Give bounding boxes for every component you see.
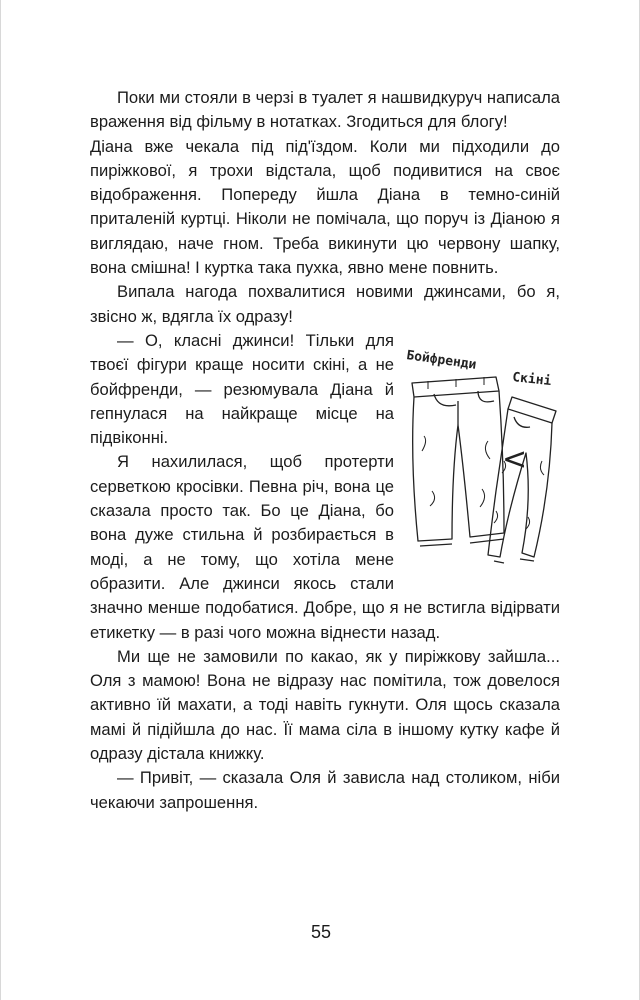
label-skinny: Скіні [511, 370, 553, 390]
paragraph: Поки ми стояли в черзі в туалет я нашвидкуруч написала враження від фільму в нотатках. Згодиться для блогу! [90, 88, 560, 132]
less-than-sign: < [502, 441, 528, 477]
skinny-jeans-drawing [488, 397, 556, 563]
body-text [90, 86, 560, 815]
paragraph: Діана вже чекала під під'їздом. Коли ми підходили до пиріжкової, я трохи відстала, щоб подивитися на своє відображення. Попереду йшла Діана в темно-синій приталеній куртці. Ніколи не помічала, що поруч із Діаною я виглядаю, наче гном. Треба викинути цю червону шапку, вона смішна! І куртка така пухка, явно мене повнить. [90, 136, 560, 278]
paragraph: Я нахилилася, щоб протерти серветкою кросівки. Певна річ, вона це сказала просто так. Бо це Діана, бо вона дуже стильна й розбирається в моді, а не тому, що хотіла мене образити. Але джинси якось стали значно менше подобатися. Добре, що я не встигла відірвати етикетку — в разі чого можна віднести назад. [90, 452, 560, 642]
jeans-illustration [404, 341, 562, 576]
paragraph: — Привіт, — сказала Оля й зависла над столиком, ніби чекаючи запрошення. [90, 768, 560, 812]
paragraph: Випала нагода похвалитися новими джинсами, бо я, звісно ж, вдягла їх одразу! [90, 282, 560, 326]
paragraph: — О, класні джинси! Тільки для твоєї фігури краще носити скіні, а не бойфренди, — резюмувала Діана й гепнулася на найкраще місце на підвіконні. [90, 330, 394, 448]
boyfriend-jeans-drawing [412, 377, 504, 546]
paragraph: Ми ще не замовили по какао, як у пиріжкову зайшла... Оля з мамою! Вона не відразу нас помітила, тож довелося активно їй махати, а тоді навіть гукнути. Оля щось сказала мамі й підійшла до нас. Її мама сіла в іншому кутку кафе й одразу дістала книжку. [90, 646, 560, 764]
label-boyfriend: Бойфренди [405, 348, 478, 373]
page-number: 55 [310, 922, 332, 942]
